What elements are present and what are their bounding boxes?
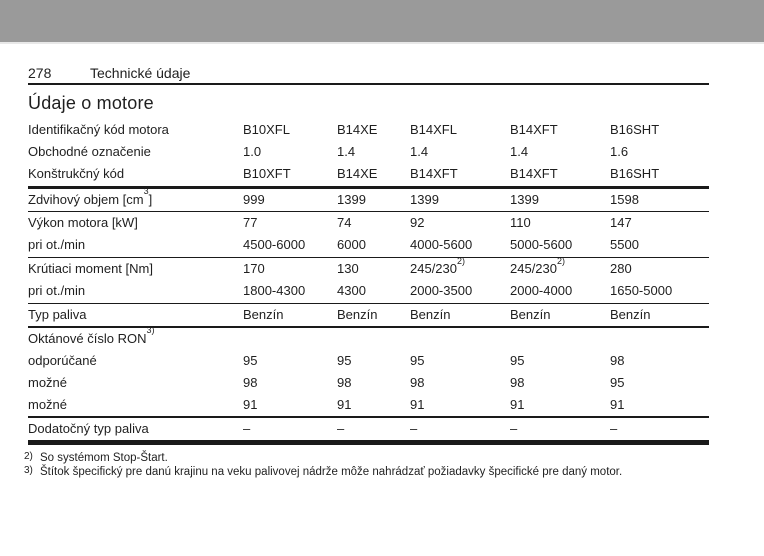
cell-value: B10XFL bbox=[243, 122, 290, 137]
cell-value: B14XE bbox=[337, 166, 378, 182]
row-label: Zdvihový objem $[cm^3]$ bbox=[28, 186, 153, 207]
cell-value: Benzín bbox=[410, 307, 451, 322]
cell-value: 95 bbox=[610, 375, 625, 391]
cell-value: 1.4 bbox=[410, 144, 429, 160]
row-label: Krútiaci moment [Nm] bbox=[28, 261, 153, 277]
cell-value: 98 bbox=[610, 352, 625, 368]
cell-value: 1399 bbox=[337, 191, 366, 207]
cell-value: B14XFL bbox=[410, 122, 457, 137]
footnote-marker: 3) bbox=[24, 465, 33, 476]
cell-value: 74 bbox=[337, 215, 352, 231]
cell-value: 110 bbox=[510, 215, 531, 231]
cell-value: 1598 bbox=[610, 191, 639, 207]
cell-value: B14XFT bbox=[410, 166, 458, 182]
page-header bbox=[28, 64, 709, 82]
footnote bbox=[24, 465, 740, 479]
cell-value: 91 bbox=[610, 397, 625, 413]
section-title: Údaje o motore bbox=[28, 93, 154, 113]
cell-value bbox=[410, 328, 510, 350]
cell-value: 98 bbox=[337, 375, 352, 391]
cell-value bbox=[610, 328, 709, 350]
cell-value: 2000-3500 bbox=[410, 283, 473, 299]
window-top-bar bbox=[0, 0, 764, 44]
cell-value: 1.0 bbox=[243, 144, 262, 160]
table-row bbox=[28, 350, 709, 372]
engine-data-table bbox=[28, 119, 709, 445]
cell-value: Benzín bbox=[610, 307, 651, 322]
cell-value: B14XFT bbox=[510, 122, 558, 137]
chapter-title: Technické údaje bbox=[90, 65, 191, 81]
table-rule bbox=[28, 440, 709, 445]
table-row bbox=[28, 304, 709, 326]
row-label: Dodatočný typ paliva bbox=[28, 420, 149, 436]
cell-value: 91 bbox=[410, 397, 425, 413]
cell-value: 91 bbox=[337, 397, 352, 413]
table-row bbox=[28, 119, 709, 141]
cell-value: 1.4 bbox=[337, 144, 356, 160]
cell-value: 98 bbox=[510, 375, 525, 391]
row-label: odporúčané bbox=[28, 352, 97, 368]
footnote-marker: 2) bbox=[24, 451, 33, 462]
footnotes bbox=[24, 451, 740, 479]
cell-value: B10XFT bbox=[243, 166, 291, 182]
cell-value: 999 bbox=[243, 191, 265, 207]
table-row bbox=[28, 234, 709, 256]
cell-value: – bbox=[243, 420, 251, 436]
cell-value: 280 bbox=[610, 261, 632, 277]
table-row bbox=[28, 163, 709, 185]
cell-value: 5500 bbox=[610, 237, 639, 253]
cell-value: – bbox=[610, 420, 618, 436]
cell-value: 4500-6000 bbox=[243, 237, 306, 253]
cell-value: 130 bbox=[337, 261, 359, 277]
cell-value bbox=[243, 328, 337, 350]
footnote-text: So systémom Stop-Štart. bbox=[40, 452, 168, 464]
cell-value: 1800-4300 bbox=[243, 283, 306, 299]
row-label: možné bbox=[28, 397, 68, 413]
table-row bbox=[28, 372, 709, 394]
table-row bbox=[28, 280, 709, 302]
cell-value: B14XE bbox=[337, 122, 378, 137]
cell-value: – bbox=[410, 420, 418, 436]
cell-value: 170 bbox=[243, 261, 265, 277]
cell-value: Benzín bbox=[510, 307, 551, 322]
cell-value: – bbox=[510, 420, 518, 436]
row-label: Identifikačný kód motora bbox=[28, 122, 169, 137]
table-row bbox=[28, 255, 709, 280]
cell-value: B16SHT bbox=[610, 122, 660, 137]
table-row bbox=[28, 186, 709, 211]
cell-value: 1399 bbox=[510, 191, 539, 207]
header-rule bbox=[28, 83, 709, 85]
cell-value: Benzín bbox=[243, 307, 284, 322]
cell-value: 92 bbox=[410, 215, 425, 231]
cell-value: 95 bbox=[337, 352, 352, 368]
cell-value bbox=[510, 328, 610, 350]
table-row bbox=[28, 325, 709, 350]
cell-value: B16SHT bbox=[610, 166, 660, 182]
cell-value: 98 bbox=[410, 375, 425, 391]
cell-value: 6000 bbox=[337, 237, 366, 253]
table-row bbox=[28, 141, 709, 163]
footnote-text: Štítok špecifický pre danú krajinu na veku palivovej nádrže môže nahrádzať požiadavky špecifické pre daný motor. bbox=[40, 466, 623, 478]
cell-value: 245/230$^{2)}$ bbox=[410, 255, 466, 277]
cell-value: 1399 bbox=[410, 191, 439, 207]
cell-value: 4300 bbox=[337, 283, 366, 299]
cell-value: 1.4 bbox=[510, 144, 529, 160]
cell-value: 98 bbox=[243, 375, 258, 391]
row-label: pri ot./min bbox=[28, 237, 86, 253]
table-row bbox=[28, 418, 709, 440]
table-row bbox=[28, 212, 709, 234]
row-label: Obchodné označenie bbox=[28, 144, 151, 160]
row-label: Konštrukčný kód bbox=[28, 166, 125, 182]
row-label: Výkon motora [kW] bbox=[28, 215, 138, 231]
cell-value: 77 bbox=[243, 215, 258, 231]
cell-value: – bbox=[337, 420, 345, 436]
page-number: 278 bbox=[28, 65, 52, 81]
cell-value: Benzín bbox=[337, 307, 378, 322]
row-label: Typ paliva bbox=[28, 307, 87, 322]
cell-value: 5000-5600 bbox=[510, 237, 573, 253]
cell-value: 91 bbox=[510, 397, 525, 413]
cell-value: 245/230$^{2)}$ bbox=[510, 255, 566, 277]
row-label: Oktánové číslo RON$^{3)}$ bbox=[28, 325, 155, 346]
cell-value: 95 bbox=[243, 352, 258, 368]
cell-value: 147 bbox=[610, 215, 632, 231]
row-label: možné bbox=[28, 375, 68, 391]
cell-value: B14XFT bbox=[510, 166, 558, 182]
cell-value: 95 bbox=[410, 352, 425, 368]
cell-value: 1.6 bbox=[610, 144, 629, 160]
cell-value: 4000-5600 bbox=[410, 237, 473, 253]
cell-value: 95 bbox=[510, 352, 525, 368]
row-label: pri ot./min bbox=[28, 283, 86, 299]
cell-value: 1650-5000 bbox=[610, 283, 673, 299]
footnote bbox=[24, 451, 740, 465]
cell-value: 2000-4000 bbox=[510, 283, 573, 299]
cell-value bbox=[337, 328, 410, 350]
table-row bbox=[28, 394, 709, 416]
cell-value: 91 bbox=[243, 397, 258, 413]
